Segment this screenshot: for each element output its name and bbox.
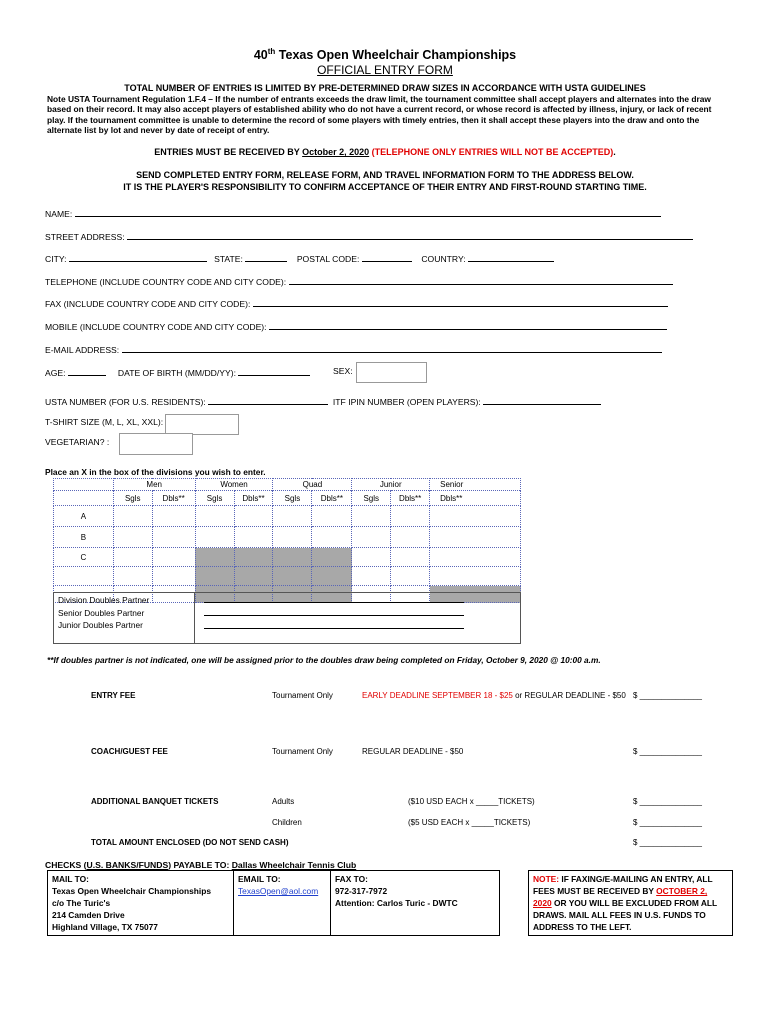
division-cell[interactable]	[430, 527, 521, 548]
division-cell[interactable]	[234, 506, 273, 527]
division-cell[interactable]	[352, 567, 391, 586]
division-cell-disabled	[234, 548, 273, 567]
division-cell[interactable]	[391, 567, 430, 586]
subhead-quad-dbls: Dbls**	[312, 491, 352, 506]
mobile-input[interactable]	[269, 320, 667, 330]
country-label: COUNTRY:	[421, 254, 466, 264]
fax-email-note: NOTE: IF FAXING/E-MAILING AN ENTRY, ALL FEES MUST BE RECEIVED BY OCTOBER 2, 2020 OR YOU WILL BE EXCLUDED FROM ALL DRAWS. MAIL ALL FEES IN U.S. FUNDS TO ADDRESS TO THE LEFT.	[529, 871, 733, 936]
coach-fee-label: COACH/GUEST FEE	[91, 747, 168, 756]
fax-to-heading: FAX TO:	[335, 874, 368, 884]
email-label: E-MAIL ADDRESS:	[45, 345, 120, 355]
subhead-junior-dbls: Dbls**	[391, 491, 430, 506]
partner-label-senior: Senior Doubles Partner	[58, 607, 145, 618]
entry-fee-amount[interactable]: $ ______________	[633, 691, 702, 700]
fax-attention: Attention: Carlos Turic - DWTC	[335, 898, 458, 908]
fax-to-cell	[331, 871, 500, 936]
division-cell[interactable]	[391, 527, 430, 548]
divisions-instruction: Place an X in the box of the divisions you wish to enter.	[45, 467, 266, 477]
row-label-a: A	[54, 506, 114, 527]
usta-row	[45, 395, 601, 407]
city-label: CITY:	[45, 254, 67, 264]
coach-fee-deadline: REGULAR DEADLINE - $50	[362, 747, 464, 756]
division-cell[interactable]	[352, 506, 391, 527]
city-row	[45, 252, 554, 264]
email-to-heading: EMAIL TO:	[238, 874, 281, 884]
division-cell[interactable]	[312, 506, 352, 527]
name-row	[45, 207, 661, 219]
division-cell[interactable]	[273, 506, 312, 527]
email-to-cell	[234, 871, 331, 936]
banquet-adults-label: Adults	[272, 797, 295, 806]
coach-fee-type: Tournament Only	[272, 747, 333, 756]
subhead-men-dbls: Dbls**	[152, 491, 195, 506]
division-cell[interactable]	[113, 506, 152, 527]
partner-label-junior: Junior Doubles Partner	[58, 620, 143, 631]
vegetarian-input[interactable]	[119, 433, 193, 455]
division-cell[interactable]	[152, 527, 195, 548]
send-instructions-1: SEND COMPLETED ENTRY FORM, RELEASE FORM, AND TRAVEL INFORMATION FORM TO THE ADDRESS BELOW.	[136, 170, 634, 180]
sex-input[interactable]	[356, 362, 427, 383]
deadline-notice: ENTRIES MUST BE RECEIVED BY October 2, 2020 (TELEPHONE ONLY ENTRIES WILL NOT BE ACCEPTED).	[154, 147, 616, 157]
division-cell[interactable]	[113, 527, 152, 548]
coach-fee-amount[interactable]: $ ______________	[633, 747, 702, 756]
division-cell[interactable]	[391, 548, 430, 567]
division-cell[interactable]	[430, 506, 521, 527]
banquet-children-amount[interactable]: $ ______________	[633, 818, 702, 827]
city-input[interactable]	[69, 252, 207, 262]
banquet-adults-amount[interactable]: $ ______________	[633, 797, 702, 806]
country-input[interactable]	[468, 252, 554, 262]
tshirt-input[interactable]	[165, 414, 239, 435]
dob-label: DATE OF BIRTH (MM/DD/YY):	[117, 368, 236, 378]
division-cell[interactable]	[234, 527, 273, 548]
mobile-label: MOBILE (INCLUDE COUNTRY CODE AND CITY CODE):	[45, 322, 267, 332]
fax-label: FAX (INCLUDE COUNTRY CODE AND CITY CODE):	[45, 299, 251, 309]
partner-input-division[interactable]	[204, 602, 464, 603]
street-row	[45, 230, 693, 242]
mail-to-line: 214 Camden Drive	[52, 910, 125, 920]
division-cell[interactable]	[312, 527, 352, 548]
division-cell[interactable]	[352, 548, 391, 567]
division-cell[interactable]	[273, 527, 312, 548]
usta-input[interactable]	[208, 395, 328, 405]
subhead-senior-dbls: Dbls**	[430, 491, 521, 506]
division-cell[interactable]	[113, 548, 152, 567]
telephone-label: TELEPHONE (INCLUDE COUNTRY CODE AND CITY CODE):	[45, 277, 287, 287]
partner-box	[53, 592, 521, 644]
entry-fee-label: ENTRY FEE	[91, 691, 136, 700]
division-cell-disabled	[195, 548, 234, 567]
postal-input[interactable]	[362, 252, 412, 262]
subhead-junior-sgls: Sgls	[352, 491, 391, 506]
division-cell[interactable]	[352, 527, 391, 548]
divisions-table	[53, 478, 521, 603]
entry-fee-type: Tournament Only	[272, 691, 333, 700]
division-cell-disabled	[312, 548, 352, 567]
mobile-row	[45, 320, 667, 332]
telephone-row	[45, 275, 673, 287]
mailing-table	[47, 870, 733, 936]
banquet-children-label: Children	[272, 818, 302, 827]
checks-payable: CHECKS (U.S. BANKS/FUNDS) PAYABLE TO: Dallas Wheelchair Tennis Club	[45, 860, 357, 870]
street-input[interactable]	[127, 230, 693, 240]
group-senior: Senior	[430, 479, 521, 491]
division-cell-disabled	[195, 567, 234, 586]
age-input[interactable]	[68, 366, 106, 376]
email-input[interactable]	[122, 343, 662, 353]
total-label: TOTAL AMOUNT ENCLOSED (DO NOT SEND CASH)	[91, 838, 289, 847]
fax-input[interactable]	[253, 297, 668, 307]
row-label-b: B	[54, 527, 114, 548]
send-instructions-2: IT IS THE PLAYER'S RESPONSIBILITY TO CONFIRM ACCEPTANCE OF THEIR ENTRY AND FIRST-ROUND STARTING TIME.	[123, 182, 647, 192]
itf-label: ITF IPIN NUMBER (OPEN PLAYERS):	[332, 397, 481, 407]
subhead-quad-sgls: Sgls	[273, 491, 312, 506]
usta-label: USTA NUMBER (FOR U.S. RESIDENTS):	[45, 397, 206, 407]
division-cell[interactable]	[195, 527, 234, 548]
division-cell[interactable]	[195, 506, 234, 527]
division-cell[interactable]	[152, 506, 195, 527]
partner-label-division: Division Doubles Partner	[58, 595, 150, 605]
division-cell[interactable]	[113, 567, 152, 586]
state-label: STATE:	[214, 254, 243, 264]
partner-input-junior[interactable]	[204, 628, 464, 629]
partner-input-senior[interactable]	[204, 615, 464, 616]
age-row	[45, 366, 310, 378]
entry-fee-deadlines: EARLY DEADLINE SEPTEMBER 18 - $25 or REGULAR DEADLINE - $50	[362, 691, 626, 700]
email-link[interactable]: TexasOpen@aol.com	[238, 886, 319, 896]
subhead-men-sgls: Sgls	[113, 491, 152, 506]
total-amount[interactable]: $ ______________	[633, 838, 702, 847]
banquet-children-price: ($5 USD EACH x _____TICKETS)	[408, 818, 531, 827]
tshirt-label: T-SHIRT SIZE (M, L, XL, XXL):	[45, 417, 164, 427]
group-women: Women	[195, 479, 273, 491]
division-cell-disabled	[273, 548, 312, 567]
mail-to-cell	[48, 871, 234, 936]
row-label-c: C	[54, 548, 114, 567]
name-label: NAME:	[45, 209, 73, 219]
form-subtitle: OFFICIAL ENTRY FORM	[317, 63, 453, 77]
banquet-label: ADDITIONAL BANQUET TICKETS	[91, 797, 219, 806]
banquet-adults-price: ($10 USD EACH x _____TICKETS)	[408, 797, 535, 806]
state-input[interactable]	[245, 252, 287, 262]
partner-footnote: **If doubles partner is not indicated, one will be assigned prior to the doubles draw being completed on Friday, October 9, 2020 @ 10:00 a.m.	[47, 655, 601, 665]
mail-to-line: c/o The Turic's	[52, 898, 111, 908]
fax-row	[45, 297, 668, 309]
division-cell[interactable]	[391, 506, 430, 527]
division-cell[interactable]	[152, 567, 195, 586]
itf-input[interactable]	[483, 395, 601, 405]
mail-to-line: Highland Village, TX 75077	[52, 922, 158, 932]
subhead-women-dbls: Dbls**	[234, 491, 273, 506]
group-quad: Quad	[273, 479, 352, 491]
division-cell[interactable]	[430, 567, 521, 586]
division-cell[interactable]	[430, 548, 521, 567]
group-men: Men	[113, 479, 195, 491]
dob-input[interactable]	[238, 366, 310, 376]
regulation-note: Note USTA Tournament Regulation 1.F.4 – If the number of entrants exceeds the draw limit, the tournament committee shall accept players and alternates into the draw based on their record. It may also accept players of established ability who do not have a current record, or whose record is affected by illness, injury, or lack of recent play. If the tournament committee is unable to determine the record of some players with timely entries, then it shall accept these players into the draw and onto the alternate list by lot and never by date of receipt of entry.	[47, 94, 712, 136]
postal-label: POSTAL CODE:	[296, 254, 360, 264]
division-cell-disabled	[273, 567, 312, 586]
fax-number: 972-317-7972	[335, 886, 388, 896]
telephone-input[interactable]	[289, 275, 673, 285]
subhead-women-sgls: Sgls	[195, 491, 234, 506]
age-label: AGE:	[45, 368, 66, 378]
sex-label: SEX:	[333, 366, 353, 376]
division-cell[interactable]	[152, 548, 195, 567]
name-input[interactable]	[75, 207, 661, 217]
entry-limit-note: TOTAL NUMBER OF ENTRIES IS LIMITED BY PRE-DETERMINED DRAW SIZES IN ACCORDANCE WITH USTA GUIDELINES	[124, 83, 646, 93]
group-junior: Junior	[352, 479, 430, 491]
email-row	[45, 343, 662, 355]
division-cell-disabled	[312, 567, 352, 586]
street-label: STREET ADDRESS:	[45, 232, 125, 242]
mail-to-heading: MAIL TO:	[52, 874, 89, 884]
division-cell-disabled	[234, 567, 273, 586]
mail-to-line: Texas Open Wheelchair Championships	[52, 886, 212, 896]
vegetarian-label: VEGETARIAN? :	[45, 437, 110, 447]
form-title: 40th Texas Open Wheelchair Championships	[253, 47, 517, 63]
